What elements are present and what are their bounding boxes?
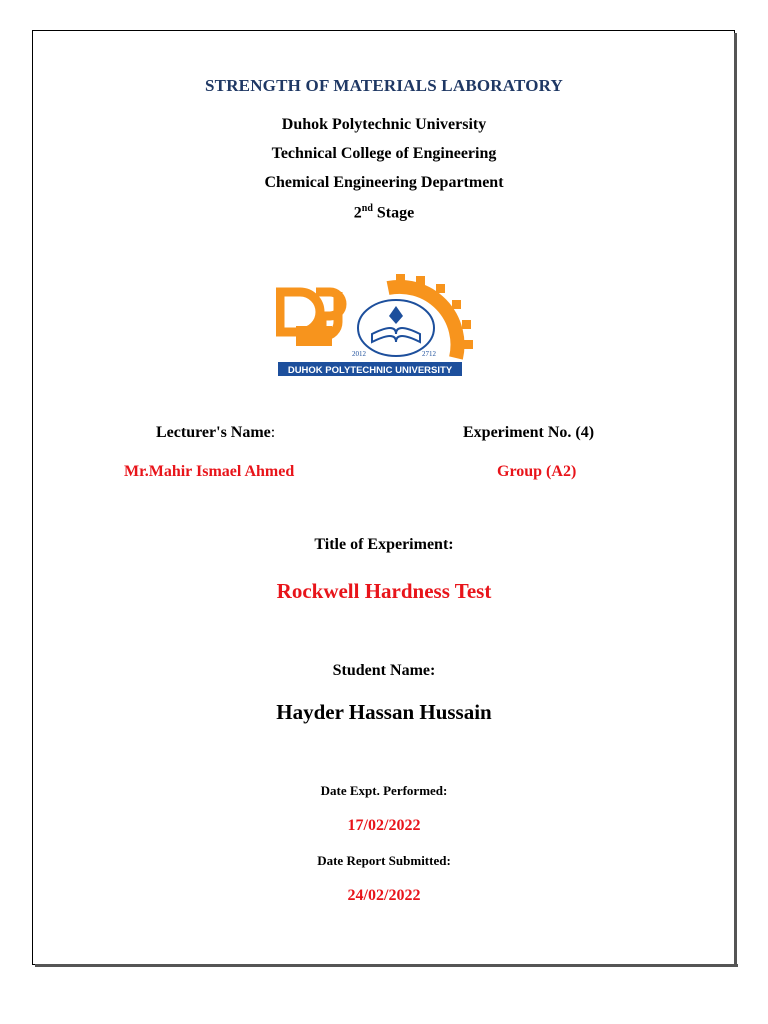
university-name: Duhok Polytechnic University — [281, 116, 487, 133]
date-performed-label: Date Expt. Performed: — [320, 783, 448, 798]
lecturer-label-colon: : — [270, 424, 276, 441]
date-submitted-value: 24/02/2022 — [347, 887, 421, 904]
lecturer-label: Lecturer's Name — [156, 424, 271, 441]
date-submitted-label: Date Report Submitted: — [317, 853, 451, 868]
dpu-letters-icon — [280, 292, 342, 346]
university-logo — [276, 270, 486, 380]
college-name: Technical College of Engineering — [271, 145, 497, 162]
logo-year-left: 2012 — [352, 350, 366, 358]
experiment-title: Rockwell Hardness Test — [276, 579, 492, 603]
lab-title: STRENGTH OF MATERIALS LABORATORY — [205, 76, 563, 95]
stage-line — [0, 203, 768, 222]
book-emblem-icon — [352, 300, 437, 358]
student-name: Hayder Hassan Hussain — [276, 700, 492, 724]
lecturer-label-line — [156, 424, 275, 442]
stage-number: 2 — [353, 204, 362, 222]
group-label: Group (A2) — [497, 463, 577, 480]
date-performed-value: 17/02/2022 — [347, 817, 421, 834]
page-border-shadow-bottom — [35, 964, 738, 967]
student-name-label: Student Name: — [332, 662, 436, 679]
logo-banner-text: DUHOK POLYTECHNIC UNIVERSITY — [287, 365, 453, 376]
department-name: Chemical Engineering Department — [264, 174, 504, 191]
stage-word: Stage — [376, 204, 415, 222]
lecturer-name: Mr.Mahir Ismael Ahmed — [124, 463, 295, 480]
stage-suffix: nd — [361, 203, 373, 214]
experiment-title-label: Title of Experiment: — [314, 536, 454, 553]
logo-year-right: 2712 — [422, 350, 436, 358]
experiment-number: Experiment No. (4) — [463, 424, 595, 441]
